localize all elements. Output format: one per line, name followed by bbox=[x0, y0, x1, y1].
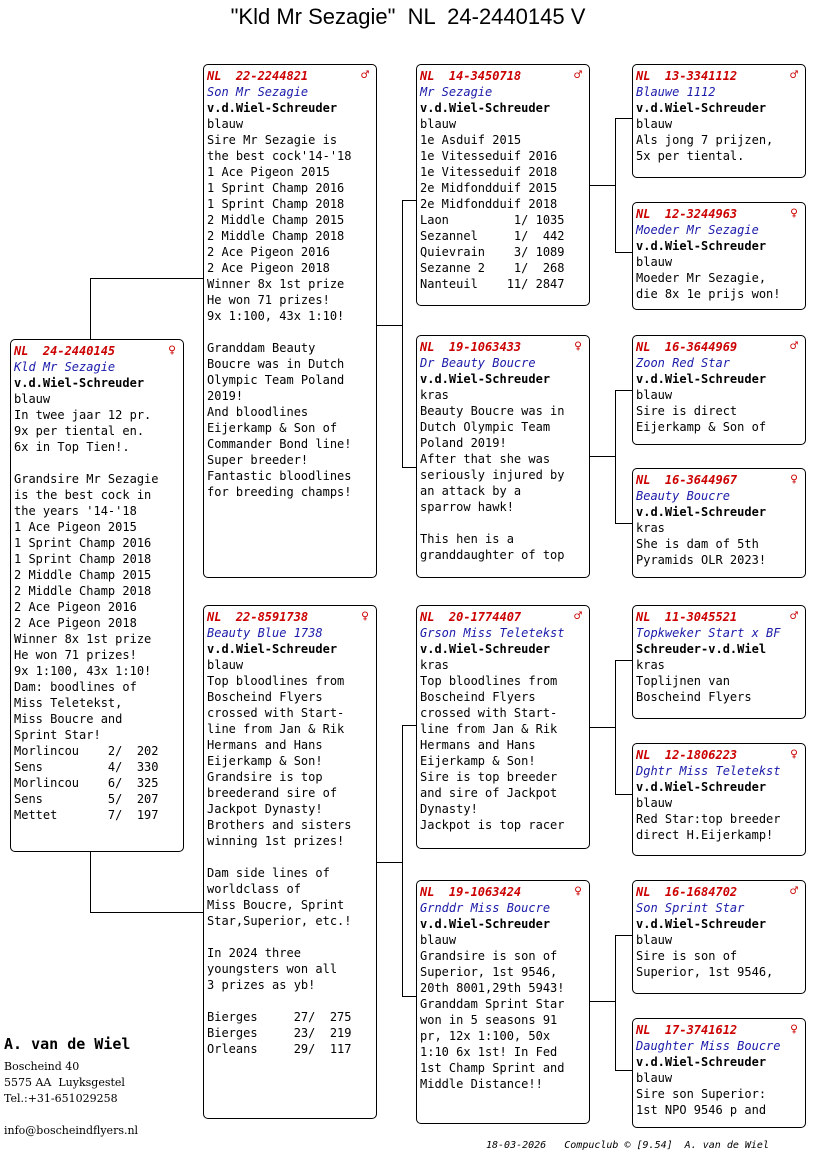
description-line: Commander Bond line! bbox=[207, 437, 352, 451]
description-line: the years '14-'18 bbox=[14, 504, 137, 518]
breeder-name: v.d.Wiel-Schreuder bbox=[420, 372, 551, 386]
description-line: Jackpot Dynasty! bbox=[207, 802, 323, 816]
connector-line bbox=[376, 862, 402, 863]
connector-line bbox=[402, 996, 417, 997]
breeder-name: v.d.Wiel-Schreuder bbox=[636, 505, 767, 519]
owner-city: 5575 AA Luyksgestel bbox=[4, 1076, 125, 1089]
female-symbol-icon: ♀ bbox=[790, 472, 798, 487]
description-line bbox=[207, 324, 373, 340]
description-line: crossed with Start- bbox=[420, 706, 558, 720]
pigeon-color: blauw bbox=[636, 933, 673, 947]
description-line: 1:10 6x 1st! In Fed bbox=[420, 1045, 558, 1059]
description-line: Dam: boodlines of bbox=[14, 680, 137, 694]
description-line: 1 Ace Pigeon 2015 bbox=[207, 165, 330, 179]
pigeon-card-ds-sire[interactable] bbox=[632, 605, 806, 719]
description-line: 1e Vitesseduif 2016 bbox=[420, 149, 558, 163]
description-line: Sens 5/ 207 bbox=[14, 792, 159, 806]
connector-line bbox=[615, 390, 616, 524]
pigeon-name: Beauty Blue 1738 bbox=[207, 626, 323, 640]
pigeon-color: blauw bbox=[636, 117, 673, 131]
description-line: sparrow hawk! bbox=[420, 500, 514, 514]
description-line: 1 Sprint Champ 2016 bbox=[14, 536, 152, 550]
pigeon-color: kras bbox=[420, 658, 449, 672]
description-line: Sprint Star! bbox=[14, 728, 101, 742]
description-line: Miss Teletekst, bbox=[14, 696, 123, 710]
pigeon-color: kras bbox=[420, 388, 449, 402]
connector-line bbox=[402, 467, 417, 468]
description-line: 2 Middle Champ 2018 bbox=[14, 584, 152, 598]
breeder-name: v.d.Wiel-Schreuder bbox=[420, 101, 551, 115]
description-line: Boscheind Flyers bbox=[420, 690, 536, 704]
pigeon-color: blauw bbox=[636, 1071, 673, 1085]
connector-line bbox=[615, 1070, 633, 1071]
description-line: She is dam of 5th bbox=[636, 537, 759, 551]
description-line: 9x per tiental en. bbox=[14, 424, 145, 438]
description-line bbox=[207, 849, 373, 865]
description-line: 1 Ace Pigeon 2015 bbox=[14, 520, 137, 534]
ring-number: NL 19-1063433 ♀ bbox=[420, 339, 582, 354]
description-line: Superior, 1st 9546, bbox=[420, 965, 558, 979]
description-line: Poland 2019! bbox=[420, 436, 507, 450]
female-symbol-icon: ♀ bbox=[574, 339, 582, 354]
description-line: seriously injured by bbox=[420, 468, 565, 482]
pigeon-card-subject[interactable] bbox=[10, 339, 184, 852]
description-line: Laon 1/ 1035 bbox=[420, 213, 565, 227]
description-line: Fantastic bloodlines bbox=[207, 469, 352, 483]
description-line: direct H.Eijerkamp! bbox=[636, 828, 774, 842]
connector-line bbox=[402, 200, 403, 468]
description-line: Eijerkamp & Son! bbox=[420, 754, 536, 768]
connector-line bbox=[615, 935, 633, 936]
description-line: Bierges 23/ 219 bbox=[207, 1026, 352, 1040]
description-line: Sire is top breeder bbox=[420, 770, 558, 784]
description-line: 1e Vitesseduif 2018 bbox=[420, 165, 558, 179]
description-line bbox=[207, 929, 373, 945]
owner-address: Boscheind 40 bbox=[4, 1060, 80, 1073]
description-line: Granddam Sprint Star bbox=[420, 997, 565, 1011]
connector-line bbox=[615, 794, 633, 795]
breeder-name: v.d.Wiel-Schreuder bbox=[636, 239, 767, 253]
description-line: 2 Ace Pigeon 2016 bbox=[207, 245, 330, 259]
description-line: 20th 8001,29th 5943! bbox=[420, 981, 565, 995]
pigeon-name: Moeder Mr Sezagie bbox=[636, 223, 759, 237]
ring-number: NL 14-3450718 ♂ bbox=[420, 68, 582, 83]
ring-number: NL 13-3341112 ♂ bbox=[636, 68, 798, 83]
ring-number: NL 12-1806223 ♀ bbox=[636, 747, 798, 762]
description-line: He won 71 prizes! bbox=[207, 293, 330, 307]
pigeon-name: Beauty Boucre bbox=[636, 489, 730, 503]
description-line: 2 Middle Champ 2015 bbox=[207, 213, 345, 227]
female-symbol-icon: ♀ bbox=[790, 206, 798, 221]
description-line: Quievrain 3/ 1089 bbox=[420, 245, 565, 259]
pigeon-card-dd-sire[interactable] bbox=[632, 880, 806, 994]
description-line: worldclass of bbox=[207, 882, 301, 896]
pigeon-card-sire-dam[interactable] bbox=[416, 335, 590, 578]
pigeon-card-sd-sire[interactable] bbox=[632, 335, 806, 445]
connector-line bbox=[589, 185, 615, 186]
connector-line bbox=[90, 278, 91, 340]
description-line: an attack by a bbox=[420, 484, 522, 498]
description-line: the best cock'14-'18 bbox=[207, 149, 352, 163]
ring-number: NL 16-3644969 ♂ bbox=[636, 339, 798, 354]
connector-line bbox=[615, 118, 633, 119]
description-line: Als jong 7 prijzen, bbox=[636, 133, 774, 147]
description-line: Morlincou 6/ 325 bbox=[14, 776, 159, 790]
description-line: Moeder Mr Sezagie, bbox=[636, 271, 767, 285]
ring-number: NL 22-8591738 ♀ bbox=[207, 609, 369, 624]
male-symbol-icon: ♂ bbox=[361, 68, 369, 83]
male-symbol-icon: ♂ bbox=[790, 68, 798, 83]
description-line: 2 Middle Champ 2018 bbox=[207, 229, 345, 243]
connector-line bbox=[615, 523, 633, 524]
pigeon-color: blauw bbox=[207, 658, 244, 672]
description-line: 9x 1:100, 43x 1:10! bbox=[207, 309, 345, 323]
pigeon-card-sd-dam[interactable] bbox=[632, 468, 806, 578]
description-line: Sire is direct bbox=[636, 404, 738, 418]
pigeon-color: blauw bbox=[636, 796, 673, 810]
description-line: breederand sire of bbox=[207, 786, 338, 800]
connector-line bbox=[589, 1001, 615, 1002]
description-line: 5x per tiental. bbox=[636, 149, 745, 163]
ring-number: NL 11-3045521 ♂ bbox=[636, 609, 798, 624]
pigeon-name: Dghtr Miss Teletekst bbox=[636, 764, 781, 778]
description-line: 1 Sprint Champ 2016 bbox=[207, 181, 345, 195]
breeder-name: v.d.Wiel-Schreuder bbox=[207, 101, 338, 115]
description-line: won in 5 seasons 91 bbox=[420, 1013, 558, 1027]
male-symbol-icon: ♂ bbox=[790, 884, 798, 899]
description-line: youngsters won all bbox=[207, 962, 338, 976]
pigeon-name: Grson Miss Teletekst bbox=[420, 626, 565, 640]
description-line: 2e Midfondduif 2018 bbox=[420, 197, 558, 211]
connector-line bbox=[615, 660, 633, 661]
pigeon-name: Mr Sezagie bbox=[420, 85, 493, 99]
connector-line bbox=[615, 118, 616, 253]
male-symbol-icon: ♂ bbox=[790, 609, 798, 624]
description-line: Toplijnen van bbox=[636, 674, 730, 688]
pigeon-name: Son Sprint Star bbox=[636, 901, 745, 915]
connector-line bbox=[615, 252, 633, 253]
description-line: Superior, 1st 9546, bbox=[636, 965, 774, 979]
breeder-name: v.d.Wiel-Schreuder bbox=[636, 917, 767, 931]
connector-line bbox=[615, 935, 616, 1071]
description-line: line from Jan & Rik bbox=[207, 722, 345, 736]
male-symbol-icon: ♂ bbox=[574, 609, 582, 624]
pigeon-card-ss-sire[interactable] bbox=[632, 64, 806, 178]
connector-line bbox=[90, 850, 91, 912]
description-line: Morlincou 2/ 202 bbox=[14, 744, 159, 758]
description-line: Dynasty! bbox=[420, 802, 478, 816]
description-line: Winner 8x 1st prize bbox=[207, 277, 345, 291]
description-line: Boscheind Flyers bbox=[636, 690, 752, 704]
description-line: Eijerkamp & Son of bbox=[636, 420, 767, 434]
description-line: 6x in Top Tien!. bbox=[14, 440, 130, 454]
male-symbol-icon: ♂ bbox=[574, 68, 582, 83]
description-line: Orleans 29/ 117 bbox=[207, 1042, 352, 1056]
ring-number: NL 17-3741612 ♀ bbox=[636, 1022, 798, 1037]
pigeon-card-ds-dam[interactable] bbox=[632, 743, 806, 856]
connector-line bbox=[90, 912, 204, 913]
male-symbol-icon: ♂ bbox=[790, 339, 798, 354]
pigeon-name: Son Mr Sezagie bbox=[207, 85, 309, 99]
description-line: 2e Midfondduif 2015 bbox=[420, 181, 558, 195]
description-line: Miss Boucre and bbox=[14, 712, 123, 726]
description-line: Sire is son of bbox=[636, 949, 738, 963]
description-line: 3 prizes as yb! bbox=[207, 978, 316, 992]
pigeon-card-dam[interactable] bbox=[203, 605, 377, 1119]
pigeon-name: Topkweker Start x BF bbox=[636, 626, 781, 640]
description-line: 1st Champ Sprint and bbox=[420, 1061, 565, 1075]
connector-line bbox=[402, 725, 403, 997]
pigeon-color: blauw bbox=[14, 392, 51, 406]
connector-line bbox=[615, 660, 616, 795]
description-line: Dutch Olympic Team bbox=[420, 420, 551, 434]
pigeon-color: kras bbox=[636, 521, 665, 535]
connector-line bbox=[615, 390, 633, 391]
description-line: Sezanne 2 1/ 268 bbox=[420, 261, 565, 275]
description-line: winning 1st prizes! bbox=[207, 834, 345, 848]
description-line bbox=[207, 993, 373, 1009]
female-symbol-icon: ♀ bbox=[168, 343, 176, 358]
breeder-name: v.d.Wiel-Schreuder bbox=[207, 642, 338, 656]
description-line: 1 Sprint Champ 2018 bbox=[14, 552, 152, 566]
pigeon-card-sire-sire[interactable] bbox=[416, 64, 590, 306]
description-line: This hen is a bbox=[420, 532, 514, 546]
description-line: pr, 12x 1:100, 50x bbox=[420, 1029, 551, 1043]
description-line: Super breeder! bbox=[207, 453, 309, 467]
breeder-name: v.d.Wiel-Schreuder bbox=[636, 1055, 767, 1069]
ring-number: NL 16-1684702 ♂ bbox=[636, 884, 798, 899]
description-line: After that she was bbox=[420, 452, 551, 466]
description-line: Hermans and Hans bbox=[420, 738, 536, 752]
pigeon-card-dd-dam[interactable] bbox=[632, 1018, 806, 1128]
description-line: Eijerkamp & Son of bbox=[207, 421, 338, 435]
description-line: 1e Asduif 2015 bbox=[420, 133, 522, 147]
description-line: 2019! bbox=[207, 389, 244, 403]
description-line: line from Jan & Rik bbox=[420, 722, 558, 736]
connector-line bbox=[402, 200, 417, 201]
connector-line bbox=[402, 725, 417, 726]
owner-phone: Tel.:+31-651029258 bbox=[4, 1092, 118, 1105]
pigeon-name: Kld Mr Sezagie bbox=[14, 360, 116, 374]
pigeon-color: blauw bbox=[420, 117, 457, 131]
description-line: granddaughter of top bbox=[420, 548, 565, 562]
pigeon-name: Dr Beauty Boucre bbox=[420, 356, 536, 370]
description-line: Nanteuil 11/ 2847 bbox=[420, 277, 565, 291]
pigeon-card-ss-dam[interactable] bbox=[632, 202, 806, 310]
description-line: 2 Ace Pigeon 2018 bbox=[14, 616, 137, 630]
description-line: is the best cock in bbox=[14, 488, 152, 502]
description-line: Sire son Superior: bbox=[636, 1087, 767, 1101]
description-line: 2 Ace Pigeon 2018 bbox=[207, 261, 330, 275]
pigeon-name: Blauwe 1112 bbox=[636, 85, 716, 99]
pigeon-name: Zoon Red Star bbox=[636, 356, 730, 370]
breeder-name: v.d.Wiel-Schreuder bbox=[636, 101, 767, 115]
connector-line bbox=[589, 456, 615, 457]
pigeon-card-dam-dam[interactable] bbox=[416, 880, 590, 1124]
footer-credit: 18-03-2026 Compuclub © [9.54] A. van de Wiel bbox=[486, 1140, 769, 1151]
description-line: Boscheind Flyers bbox=[207, 690, 323, 704]
description-line: Sezannel 1/ 442 bbox=[420, 229, 565, 243]
breeder-name: v.d.Wiel-Schreuder bbox=[636, 780, 767, 794]
description-line: Mettet 7/ 197 bbox=[14, 808, 159, 822]
pigeon-color: blauw bbox=[420, 933, 457, 947]
description-line: Pyramids OLR 2023! bbox=[636, 553, 767, 567]
female-symbol-icon: ♀ bbox=[790, 747, 798, 762]
description-line: for breeding champs! bbox=[207, 485, 352, 499]
ring-number: NL 19-1063424 ♀ bbox=[420, 884, 582, 899]
description-line: And bloodlines bbox=[207, 405, 309, 419]
description-line: 2 Ace Pigeon 2016 bbox=[14, 600, 137, 614]
description-line: Top bloodlines from bbox=[420, 674, 558, 688]
description-line: Red Star:top breeder bbox=[636, 812, 781, 826]
breeder-name: v.d.Wiel-Schreuder bbox=[420, 642, 551, 656]
connector-line bbox=[376, 325, 402, 326]
description-line: Olympic Team Poland bbox=[207, 373, 345, 387]
description-line: Sens 4/ 330 bbox=[14, 760, 159, 774]
pigeon-name: Grnddr Miss Boucre bbox=[420, 901, 551, 915]
description-line: 1st NPO 9546 p and bbox=[636, 1103, 767, 1117]
description-line: Middle Distance!! bbox=[420, 1077, 543, 1091]
pigeon-color: blauw bbox=[207, 117, 244, 131]
owner-email[interactable]: info@boscheindflyers.nl bbox=[4, 1124, 139, 1137]
description-line: Jackpot is top racer bbox=[420, 818, 565, 832]
description-line: Beauty Boucre was in bbox=[420, 404, 565, 418]
female-symbol-icon: ♀ bbox=[790, 1022, 798, 1037]
description-line: Grandsire is son of bbox=[420, 949, 558, 963]
ring-number: NL 24-2440145 ♀ bbox=[14, 343, 176, 358]
description-line: In 2024 three bbox=[207, 946, 301, 960]
description-line: Winner 8x 1st prize bbox=[14, 632, 152, 646]
description-line: 9x 1:100, 43x 1:10! bbox=[14, 664, 152, 678]
breeder-name: v.d.Wiel-Schreuder bbox=[14, 376, 145, 390]
female-symbol-icon: ♀ bbox=[361, 609, 369, 624]
description-line: Grandsire is top bbox=[207, 770, 323, 784]
female-symbol-icon: ♀ bbox=[574, 884, 582, 899]
pigeon-color: kras bbox=[636, 658, 665, 672]
description-line: crossed with Start- bbox=[207, 706, 345, 720]
connector-line bbox=[90, 278, 204, 279]
description-line: In twee jaar 12 pr. bbox=[14, 408, 152, 422]
ring-number: NL 16-3644967 ♀ bbox=[636, 472, 798, 487]
description-line: 1 Sprint Champ 2018 bbox=[207, 197, 345, 211]
ring-number: NL 12-3244963 ♀ bbox=[636, 206, 798, 221]
description-line: Eijerkamp & Son! bbox=[207, 754, 323, 768]
description-line: Granddam Beauty bbox=[207, 341, 316, 355]
connector-line bbox=[589, 727, 615, 728]
ring-number: NL 20-1774407 ♂ bbox=[420, 609, 582, 624]
pigeon-card-dam-sire[interactable] bbox=[416, 605, 590, 849]
page-title: "Kld Mr Sezagie" NL 24-2440145 V bbox=[230, 4, 586, 29]
pigeon-color: blauw bbox=[636, 388, 673, 402]
description-line: Dam side lines of bbox=[207, 866, 330, 880]
ring-number: NL 22-2244821 ♂ bbox=[207, 68, 369, 83]
description-line: Grandsire Mr Sezagie bbox=[14, 472, 159, 486]
description-line: He won 71 prizes! bbox=[14, 648, 137, 662]
description-line: Boucre was in Dutch bbox=[207, 357, 345, 371]
description-line: Bierges 27/ 275 bbox=[207, 1010, 352, 1024]
description-line: Top bloodlines from bbox=[207, 674, 345, 688]
description-line: 2 Middle Champ 2015 bbox=[14, 568, 152, 582]
description-line bbox=[14, 455, 180, 471]
breeder-name: v.d.Wiel-Schreuder bbox=[636, 372, 767, 386]
description-line bbox=[420, 515, 586, 531]
description-line: Brothers and sisters bbox=[207, 818, 352, 832]
description-line: die 8x 1e prijs won! bbox=[636, 287, 781, 301]
breeder-name: Schreuder-v.d.Wiel bbox=[636, 642, 767, 656]
description-line: Sire Mr Sezagie is bbox=[207, 133, 338, 147]
pigeon-name: Daughter Miss Boucre bbox=[636, 1039, 781, 1053]
breeder-name: v.d.Wiel-Schreuder bbox=[420, 917, 551, 931]
pigeon-card-sire[interactable] bbox=[203, 64, 377, 578]
pigeon-color: blauw bbox=[636, 255, 673, 269]
description-line: Miss Boucre, Sprint bbox=[207, 898, 345, 912]
description-line: and sire of Jackpot bbox=[420, 786, 558, 800]
description-line: Hermans and Hans bbox=[207, 738, 323, 752]
owner-name: A. van de Wiel bbox=[4, 1035, 131, 1053]
description-line: Star,Superior, etc.! bbox=[207, 914, 352, 928]
